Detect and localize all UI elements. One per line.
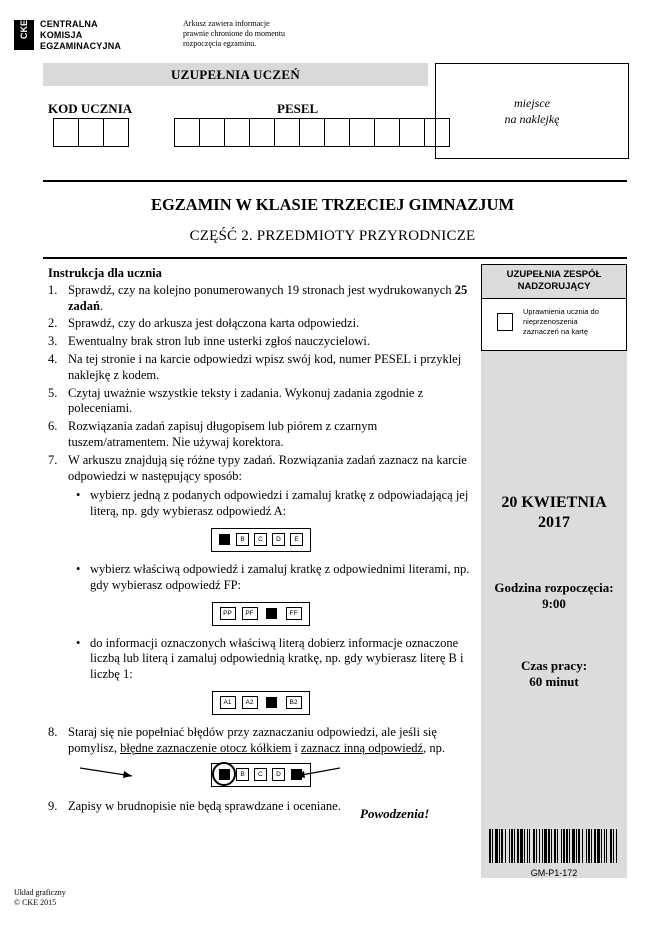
- notice-line: Arkusz zawiera informacje: [183, 19, 270, 28]
- answer-option: [239, 605, 261, 623]
- item-text: Sprawdź, czy na kolejno ponumerowanych 19 stronach jest wydrukowanych: [68, 282, 455, 297]
- answer-boxes: [212, 602, 310, 626]
- option-letter: PF: [242, 607, 258, 620]
- answer-option: [252, 531, 270, 549]
- pesel-cell[interactable]: [174, 118, 200, 147]
- answer-option: [239, 694, 261, 712]
- code-cell[interactable]: [53, 118, 79, 147]
- code-cell[interactable]: [78, 118, 104, 147]
- answer-option: [234, 766, 252, 784]
- notice-line: rozpoczęcia egzaminu.: [183, 39, 257, 48]
- answer-boxes: [211, 528, 311, 552]
- item-number: 9.: [48, 798, 58, 813]
- exam-title: EGZAMIN W KLASIE TRZECIEJ GIMNAZJUM: [150, 195, 515, 214]
- option-letter: B: [236, 533, 249, 546]
- student-code-label: KOD UCZNIA: [48, 101, 133, 116]
- confidential-notice: [183, 19, 285, 49]
- instruction-item: [48, 453, 473, 485]
- option-letter: C: [254, 768, 267, 781]
- logo-line: KOMISJA: [40, 30, 83, 40]
- footer-line: Układ graficzny: [14, 888, 66, 897]
- student-section-band: [43, 63, 428, 86]
- pesel-cell[interactable]: [349, 118, 375, 147]
- sticker-placeholder: [435, 63, 629, 159]
- instruction-item: [48, 386, 473, 418]
- exam-code: GM-P1-172: [530, 868, 578, 878]
- instruction-item: [48, 316, 473, 332]
- item-number: 1.: [48, 282, 58, 297]
- footer: [14, 888, 66, 908]
- logo-text: [40, 19, 121, 52]
- instruction-item: [48, 419, 473, 451]
- item-number: 3.: [48, 334, 58, 349]
- option-letter: B2: [286, 696, 302, 709]
- pesel-cell[interactable]: [224, 118, 250, 147]
- note-line: Uprawnienia ucznia do: [523, 307, 599, 316]
- option-letter: D: [272, 768, 285, 781]
- bullet-icon: •: [76, 635, 81, 650]
- good-luck-text: Powodzenia!: [360, 806, 430, 821]
- correction-circle: [212, 762, 236, 786]
- item-text: Na tej stronie i na karcie odpowiedzi wpisz swój kod, numer PESEL i przyklej naklejkę z kodem.: [68, 351, 462, 382]
- option-letter: C: [254, 533, 267, 546]
- note-line: zaznaczeń na kartę: [523, 327, 589, 336]
- supervisor-panel: [481, 264, 627, 878]
- answer-option: [234, 531, 252, 549]
- bullet-text: wybierz właściwą odpowiedź i zamaluj kratkę z odpowiednimi literami, np. gdy wybierasz odpowiedź FP:: [90, 561, 470, 592]
- pesel-cell[interactable]: [249, 118, 275, 147]
- option-letter: PP: [220, 607, 236, 620]
- answer-option: [252, 766, 270, 784]
- pesel-cell[interactable]: [374, 118, 400, 147]
- example-answer-row: [48, 528, 473, 552]
- instructions-heading: Instrukcja dla ucznia: [48, 266, 162, 280]
- item-bold: 25 zadań: [68, 282, 468, 313]
- item-number: 8.: [48, 724, 58, 739]
- bullet-text: do informacji oznaczonych właściwą literą dobierz informacje oznaczone liczbą lub literą i zamaluj odpowiednią kratkę, np. gdy wybierasz literę B i liczbę 1:: [90, 635, 464, 682]
- option-letter: E: [290, 533, 303, 546]
- item-underlined: zaznacz inną odpowiedź: [300, 740, 424, 755]
- exam-date: [481, 493, 627, 533]
- item-text: .: [99, 298, 104, 313]
- bullet-text: wybierz jedną z podanych odpowiedzi i zamaluj kratkę z odpowiadającą jej literą, np. gdy wybierasz odpowiedź A:: [90, 488, 469, 519]
- rights-note: [523, 307, 599, 337]
- code-cell[interactable]: [103, 118, 129, 147]
- item-text: Ewentualny brak stron lub inne usterki zgłoś nauczycielowi.: [68, 334, 371, 349]
- item-text: Rozwiązania zadań zapisuj długopisem lub piórem z czarnym tuszem/atramentem. Nie używaj korektora.: [68, 419, 378, 449]
- duration: [481, 658, 627, 690]
- logo-mark-text: CKE: [19, 20, 29, 40]
- duration-label: Czas pracy:: [520, 658, 588, 673]
- pesel-label: PESEL: [277, 101, 319, 116]
- example-answer-row: [48, 691, 473, 715]
- pesel-cell[interactable]: [299, 118, 325, 147]
- correction-example-row: [48, 763, 473, 787]
- bullet-icon: •: [76, 488, 81, 503]
- answer-option: [270, 766, 288, 784]
- option-letter: D: [272, 533, 285, 546]
- answer-option-filled: [261, 605, 283, 623]
- example-answer-row: [48, 602, 473, 626]
- answer-option: [270, 531, 288, 549]
- sticker-line: miejsce: [514, 96, 550, 110]
- pesel-cell[interactable]: [274, 118, 300, 147]
- note-line: nieprzenoszenia: [523, 317, 578, 326]
- item-underlined: błędne zaznaczenie otocz kółkiem: [120, 740, 292, 755]
- pesel-cell[interactable]: [399, 118, 425, 147]
- exam-subtitle: CZĘŚĆ 2. PRZEDMIOTY PRZYRODNICZE: [189, 228, 476, 244]
- bullet-item: [48, 562, 473, 594]
- pesel-field[interactable]: [175, 118, 450, 147]
- start-time: [481, 580, 627, 612]
- bullet-icon: •: [76, 561, 81, 576]
- date-line: 2017: [538, 514, 570, 531]
- option-letter: B: [236, 768, 249, 781]
- instruction-item: [48, 334, 473, 350]
- logo-line: EGZAMINACYJNA: [40, 41, 122, 51]
- item-text: Staraj się nie popełniać błędów przy zaznaczaniu odpowiedzi, ale jeśli się pomylisz,: [68, 724, 437, 755]
- answer-option-filled: [261, 694, 283, 712]
- item-text: , np.: [423, 740, 445, 755]
- footer-line: © CKE 2015: [14, 898, 57, 907]
- pesel-cell[interactable]: [199, 118, 225, 147]
- start-time-label: Godzina rozpoczęcia:: [494, 580, 614, 595]
- item-text: Czytaj uważnie wszystkie teksty i zadania. Wykonuj zadania zgodnie z poleceniami.: [68, 385, 424, 416]
- answer-boxes: [212, 691, 310, 715]
- sticker-line: na naklejkę: [504, 112, 560, 126]
- answer-option: [288, 531, 306, 549]
- date-line: 20 KWIETNIA: [501, 494, 607, 511]
- panel-heading: UZUPEŁNIA ZESPÓŁ NADZORUJĄCY: [481, 264, 627, 299]
- divider: [43, 257, 627, 259]
- answer-option: [283, 605, 305, 623]
- answer-option-filled: [288, 766, 306, 784]
- duration-value: 60 minut: [529, 674, 579, 689]
- answer-option: [217, 694, 239, 712]
- option-letter: FF: [286, 607, 302, 620]
- pesel-cell[interactable]: [324, 118, 350, 147]
- notice-line: prawnie chronione do momentu: [183, 29, 285, 38]
- item-text: i: [291, 740, 301, 755]
- student-band-label: UZUPEŁNIA UCZEŃ: [170, 67, 301, 82]
- instruction-item: [48, 352, 473, 384]
- item-text: Zapisy w brudnopisie nie będą sprawdzane i oceniane.: [68, 798, 341, 813]
- student-code-field[interactable]: [54, 118, 129, 147]
- item-text: W arkuszu znajdują się różne typy zadań. Rozwiązania zadań zaznacz na karcie odpowiedzi w następujący sposób:: [68, 452, 467, 483]
- start-time-value: 9:00: [542, 596, 566, 611]
- rights-checkbox[interactable]: [497, 313, 513, 331]
- answer-option-filled: [216, 531, 234, 549]
- item-number: 5.: [48, 385, 58, 400]
- item-number: 4.: [48, 351, 58, 366]
- option-letter: A1: [220, 696, 236, 709]
- divider: [43, 180, 627, 182]
- item-text: Sprawdź, czy do arkusza jest dołączona karta odpowiedzi.: [68, 316, 360, 331]
- bullet-item: [48, 636, 473, 683]
- logo-line: CENTRALNA: [40, 19, 98, 29]
- item-number: 6.: [48, 419, 58, 434]
- barcode-icon: [489, 829, 619, 863]
- option-letter: A2: [242, 696, 258, 709]
- item-number: 7.: [48, 452, 58, 467]
- instructions: [48, 266, 473, 816]
- answer-option: [217, 605, 239, 623]
- instruction-item: [48, 283, 473, 315]
- answer-option: [283, 694, 305, 712]
- item-number: 2.: [48, 316, 58, 331]
- instruction-item: [48, 725, 473, 757]
- cke-logo: [14, 20, 34, 50]
- bullet-item: [48, 488, 473, 520]
- answer-boxes: [211, 763, 311, 787]
- answer-option-circled: [216, 766, 234, 784]
